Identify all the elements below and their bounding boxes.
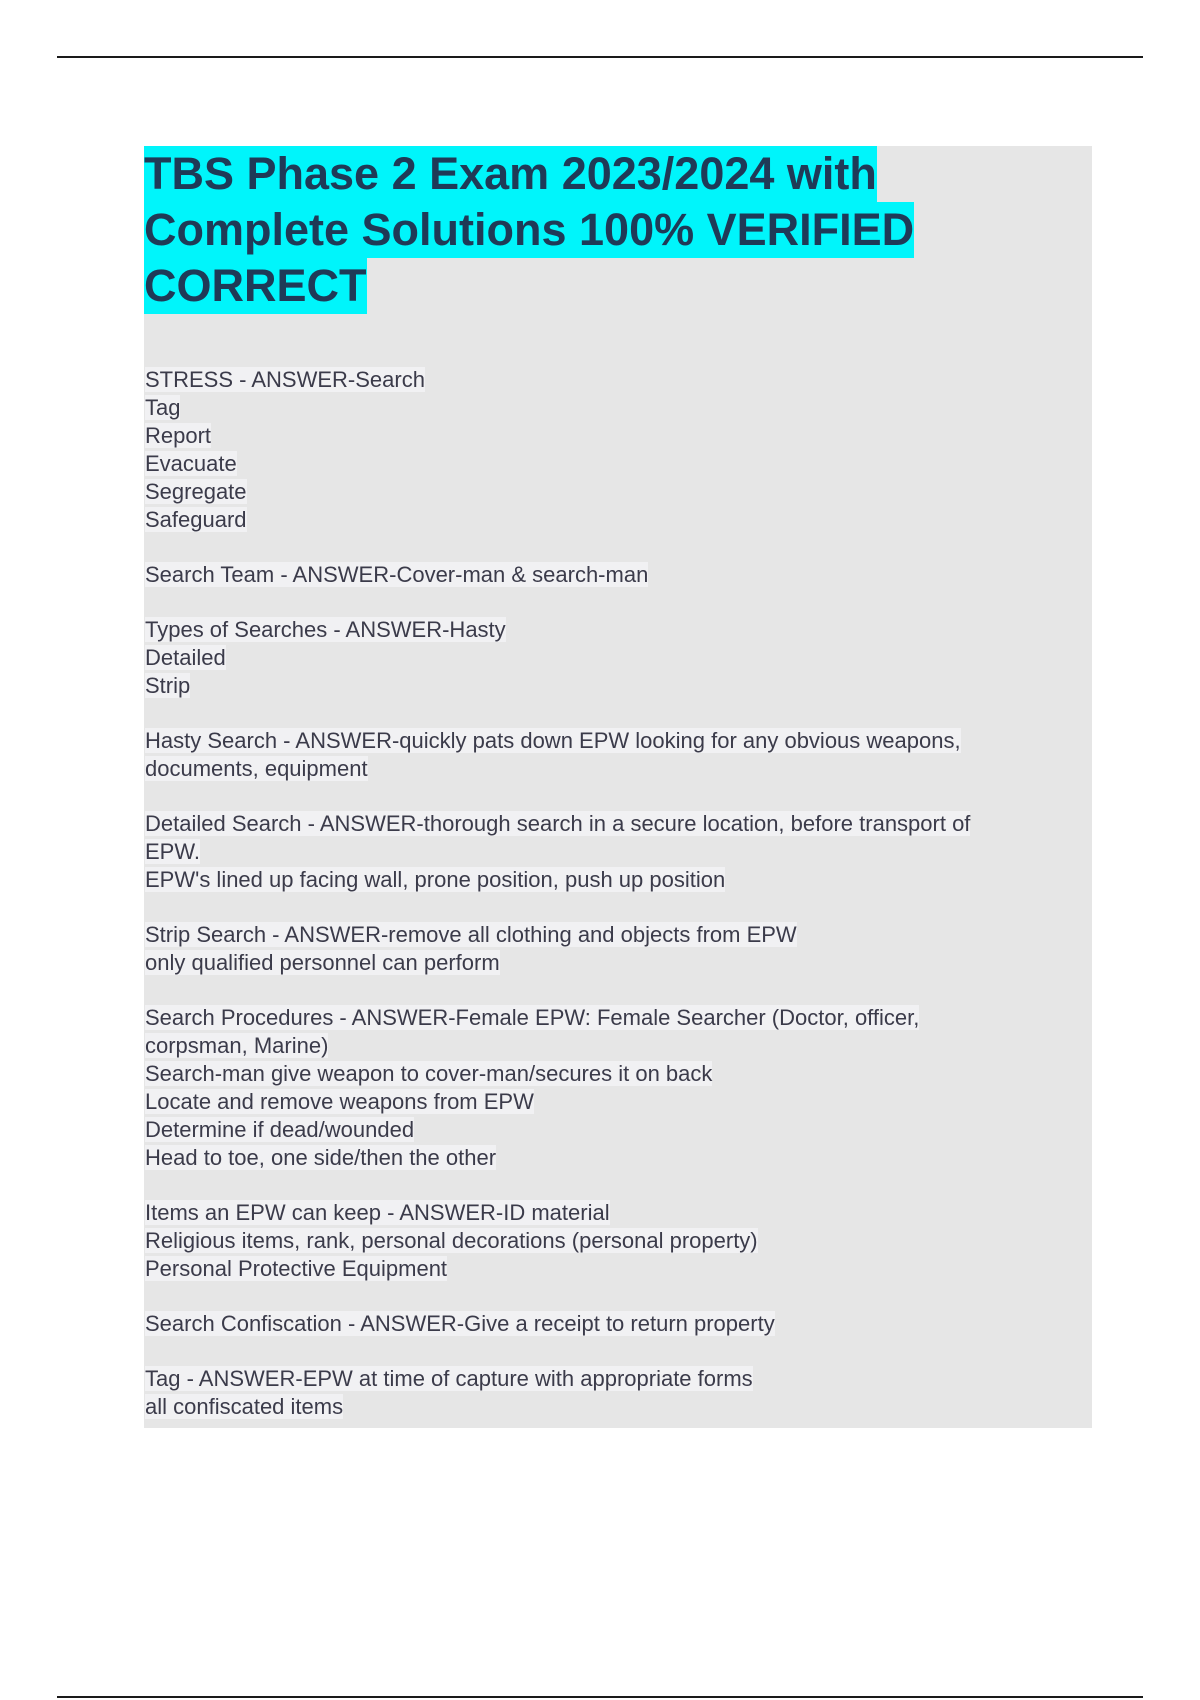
qa-text: STRESS - ANSWER-Search <box>145 367 425 392</box>
qa-text: Report <box>145 423 212 448</box>
qa-text: Types of Searches - ANSWER-Hasty <box>145 617 506 642</box>
qa-line <box>145 478 1085 506</box>
qa-text: Safeguard <box>145 507 247 532</box>
qa-text: EPW. <box>145 839 201 864</box>
qa-entry <box>145 810 1085 894</box>
qa-line <box>145 561 1085 589</box>
qa-line <box>145 672 1085 700</box>
qa-list <box>145 366 1085 1448</box>
qa-text: Evacuate <box>145 451 237 476</box>
qa-text: Tag <box>145 395 181 420</box>
qa-line <box>145 1032 1085 1060</box>
qa-entry <box>145 1365 1085 1421</box>
qa-line <box>145 727 1085 755</box>
qa-line <box>145 1116 1085 1144</box>
qa-text: Segregate <box>145 479 247 504</box>
qa-text: Religious items, rank, personal decorations (personal property) <box>145 1228 758 1253</box>
qa-text: Search Confiscation - ANSWER-Give a receipt to return property <box>145 1311 775 1336</box>
qa-text: Items an EPW can keep - ANSWER-ID material <box>145 1200 610 1225</box>
qa-entry <box>145 366 1085 534</box>
qa-text: Search-man give weapon to cover-man/secures it on back <box>145 1061 713 1086</box>
qa-text: corpsman, Marine) <box>145 1033 329 1058</box>
qa-entry <box>145 921 1085 977</box>
qa-text: documents, equipment <box>145 756 368 781</box>
qa-line <box>145 422 1085 450</box>
qa-entry <box>145 727 1085 783</box>
qa-text: Search Procedures - ANSWER-Female EPW: Female Searcher (Doctor, officer, <box>145 1005 920 1030</box>
qa-line <box>145 450 1085 478</box>
qa-line <box>145 616 1085 644</box>
qa-line <box>145 1088 1085 1116</box>
qa-text: EPW's lined up facing wall, prone position, push up position <box>145 867 726 892</box>
qa-line <box>145 755 1085 783</box>
qa-text: Search Team - ANSWER-Cover-man & search-man <box>145 562 649 587</box>
qa-line <box>145 506 1085 534</box>
qa-line <box>145 949 1085 977</box>
qa-text: Tag - ANSWER-EPW at time of capture with appropriate forms <box>145 1366 753 1391</box>
qa-entry <box>145 561 1085 589</box>
qa-text: Hasty Search - ANSWER-quickly pats down EPW looking for any obvious weapons, <box>145 728 961 753</box>
qa-text: Head to toe, one side/then the other <box>145 1145 497 1170</box>
qa-line <box>145 1199 1085 1227</box>
qa-line <box>145 644 1085 672</box>
title-line: Complete Solutions 100% VERIFIED <box>144 202 914 258</box>
qa-line <box>145 1060 1085 1088</box>
qa-line <box>145 1144 1085 1172</box>
qa-line <box>145 921 1085 949</box>
title-line: CORRECT <box>144 258 367 314</box>
qa-text: all confiscated items <box>145 1394 344 1419</box>
top-rule <box>57 56 1143 58</box>
qa-line <box>145 1365 1085 1393</box>
qa-line <box>145 866 1085 894</box>
qa-entry <box>145 1199 1085 1283</box>
document-title <box>144 146 914 314</box>
qa-text: Detailed Search - ANSWER-thorough search in a secure location, before transport of <box>145 811 971 836</box>
qa-line <box>145 1004 1085 1032</box>
qa-line <box>145 1393 1085 1421</box>
qa-line <box>145 1310 1085 1338</box>
qa-entry <box>145 1004 1085 1172</box>
qa-text: Strip <box>145 673 191 698</box>
qa-text: Locate and remove weapons from EPW <box>145 1089 534 1114</box>
qa-text: only qualified personnel can perform <box>145 950 500 975</box>
qa-line <box>145 394 1085 422</box>
qa-text: Determine if dead/wounded <box>145 1117 415 1142</box>
qa-line <box>145 1227 1085 1255</box>
qa-entry <box>145 1310 1085 1338</box>
bottom-rule <box>57 1696 1143 1698</box>
qa-text: Personal Protective Equipment <box>145 1256 448 1281</box>
qa-text: Strip Search - ANSWER-remove all clothing and objects from EPW <box>145 922 797 947</box>
qa-line <box>145 366 1085 394</box>
title-line: TBS Phase 2 Exam 2023/2024 with <box>144 146 877 202</box>
qa-line <box>145 810 1085 838</box>
qa-text: Detailed <box>145 645 226 670</box>
qa-line <box>145 838 1085 866</box>
qa-entry <box>145 616 1085 700</box>
qa-line <box>145 1255 1085 1283</box>
